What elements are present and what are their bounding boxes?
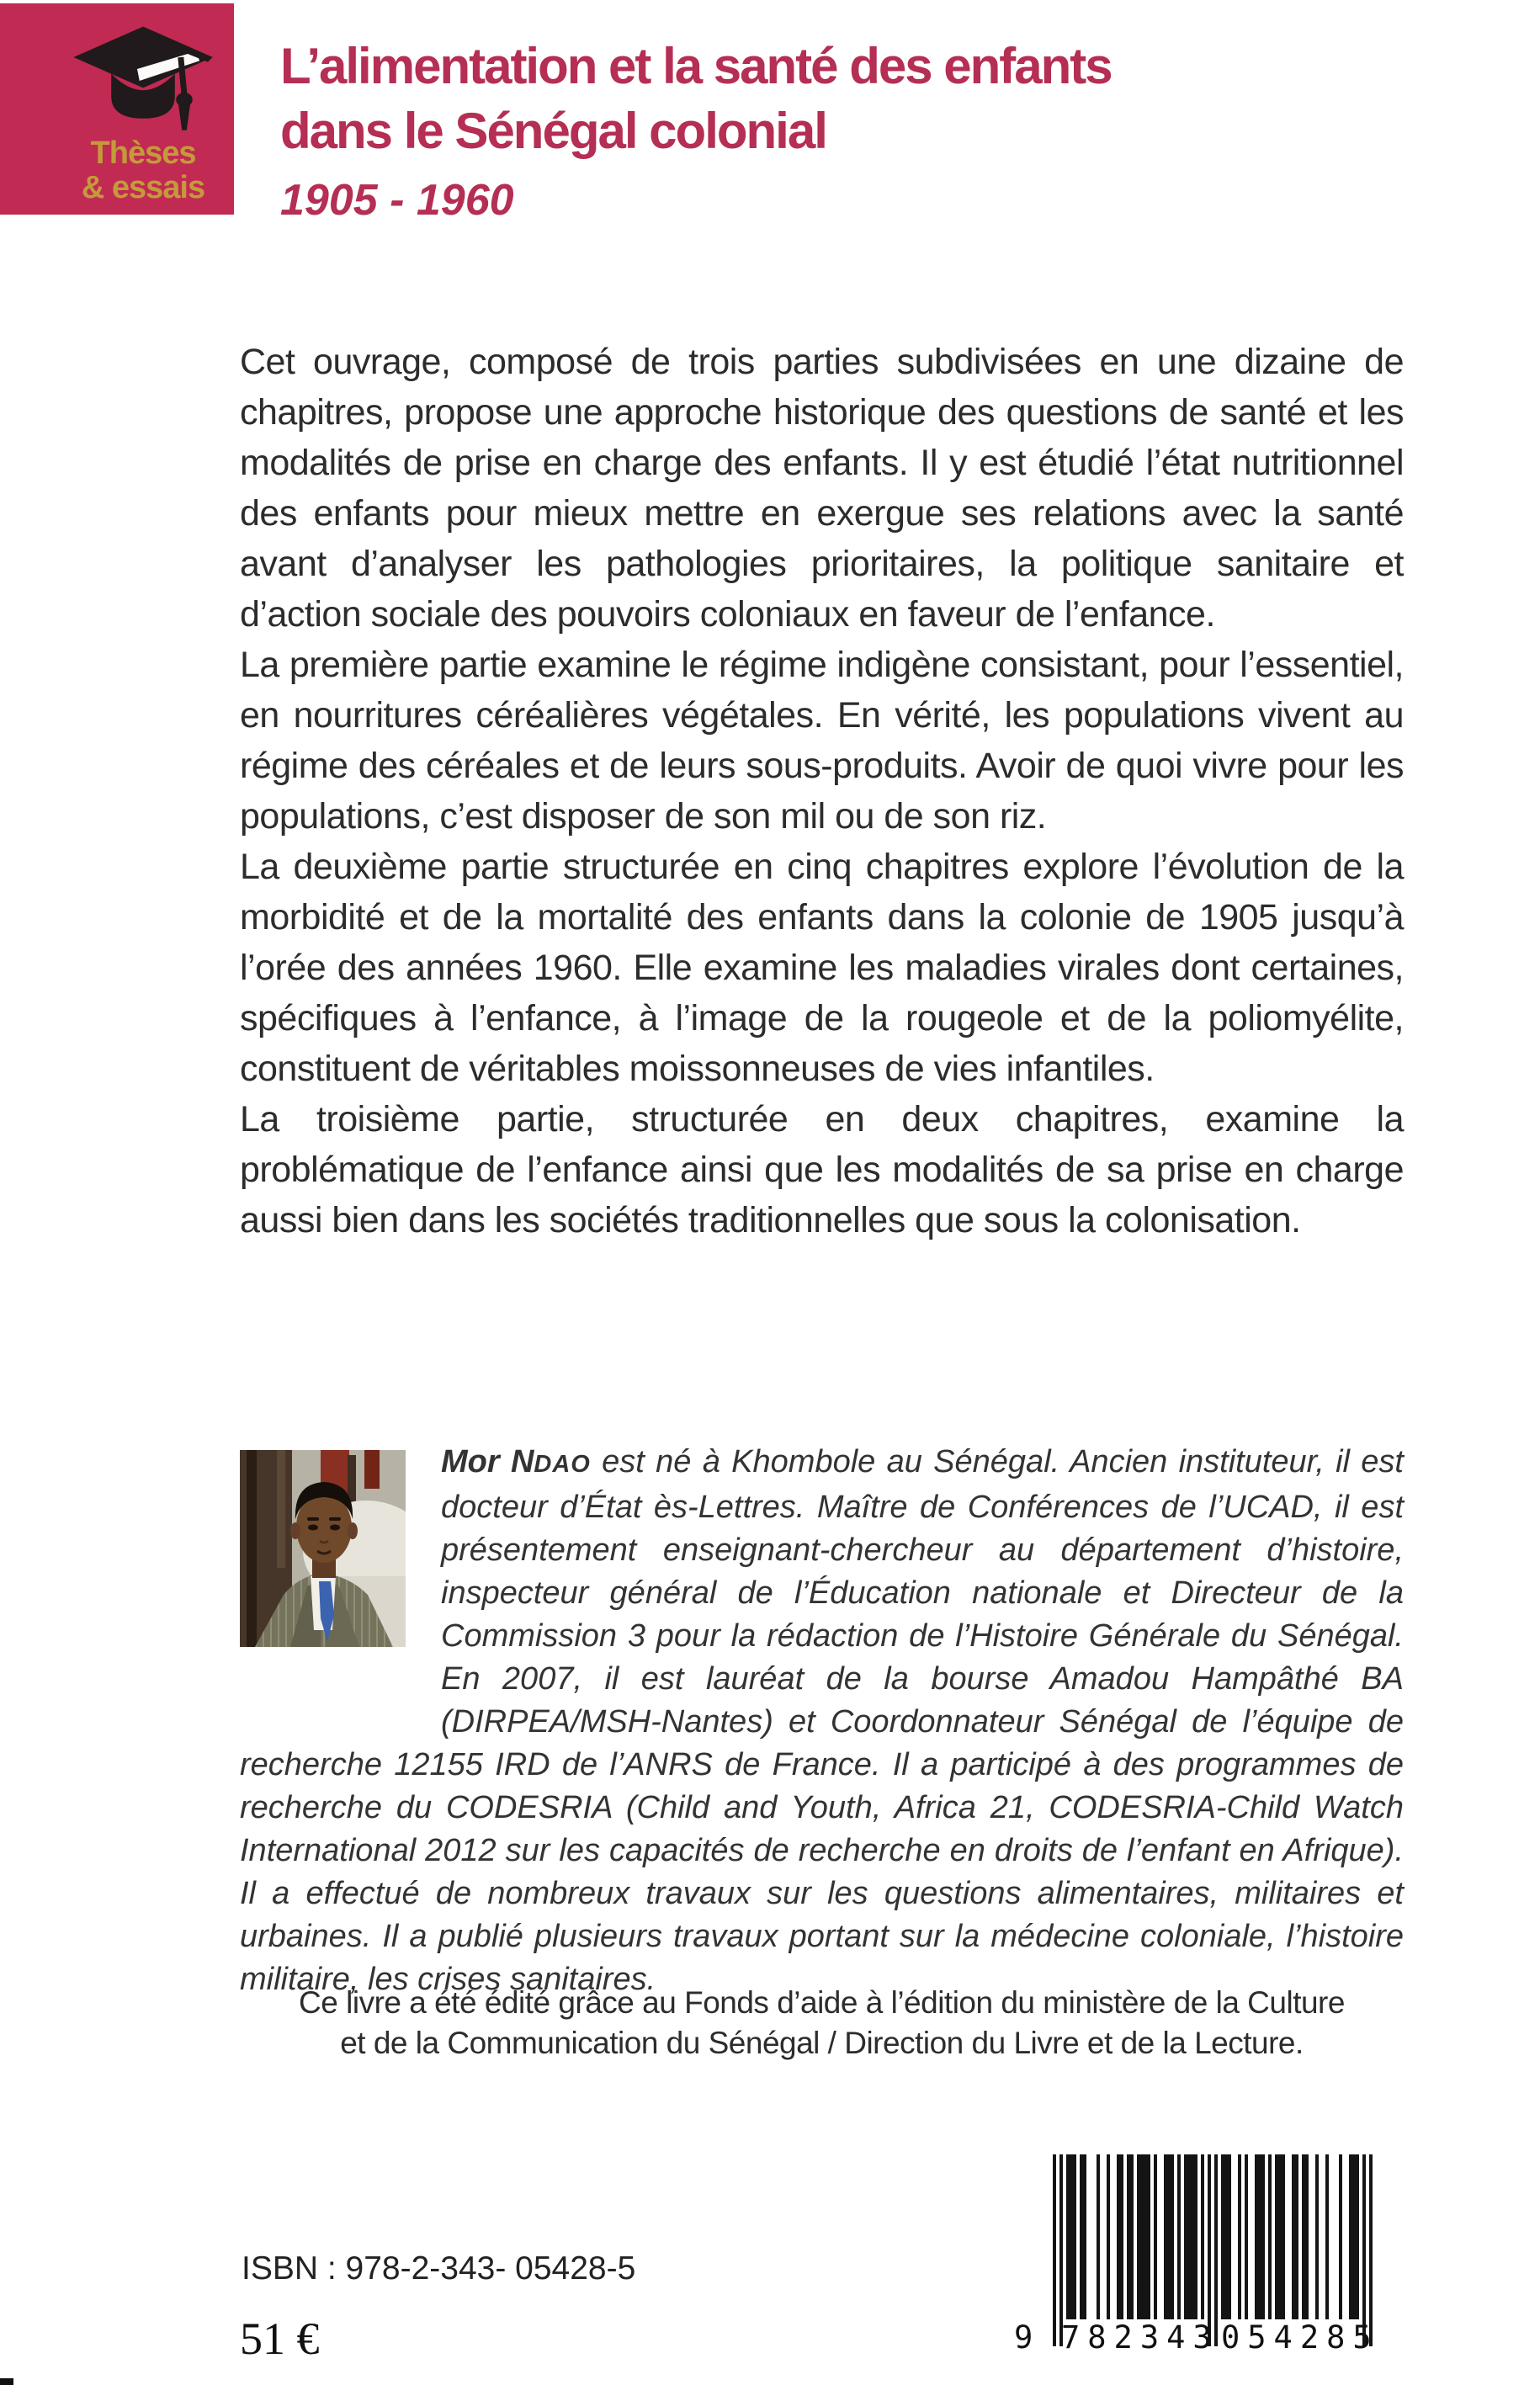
barcode-digits (1014, 2319, 1415, 2356)
barcode-prefix-digit: 9 (1014, 2319, 1033, 2356)
series-line-2: & essais (81, 170, 205, 205)
synopsis-paragraph-2: La première partie examine le régime indigène consistant, pour l’essentiel, en nourritures céréalières végétales. En vérité, les populations vivent au régime des céréales et de leurs sous-produits. Avoir de quoi vivre pour les populations, c’est disposer de son mil ou de son riz. (240, 645, 1404, 837)
collection-badge-content (52, 3, 234, 215)
synopsis-paragraph-3: La deuxième partie structurée en cinq chapitres explore l’évolution de la morbidité et de la mortalité des enfants dans la colonie de 1905 jusqu’à l’orée des années 1960. Elle examine les maladies virales dont certaines, spécifiques à l’enfance, à l’image de la rougeole et de la poliomyélite, constituent de véritables moissonneuses de vies infantiles. (240, 847, 1404, 1089)
ean13-barcode (1014, 2154, 1379, 2365)
book-title-line-2: dans le Sénégal colonial (280, 103, 826, 159)
series-line-1: Thèses (90, 135, 196, 171)
synopsis-paragraph-1: Cet ouvrage, composé de trois parties subdivisées en une dizaine de chapitres, propose une approche historique des questions de santé et les modalités de prise en charge des enfants. Il y est étudié l’état nutritionnel des enfants pour mieux mettre en exergue ses relations avec la santé avant d’analyser les pathologies prioritaires, la politique sanitaire et d’action sociale des pouvoirs coloniaux en faveur de l’enfance. (240, 342, 1404, 635)
author-name: Mor NDAO (441, 1444, 591, 1479)
collection-series-label (52, 136, 234, 205)
price-text: 51 € (240, 2313, 320, 2364)
funding-note (240, 1983, 1404, 2064)
funding-note-line-1: Ce livre a été édité grâce au Fonds d’aide à l’édition du ministère de la Culture (299, 1985, 1345, 2020)
author-bio-text: est né à Khombole au Sénégal. Ancien instituteur, il est docteur d’État ès-Lettres. Maître de Conférences de l’UCAD, il est présentement enseignant-chercheur au département d’histoire, inspecteur général de l’Éducation nationale et Directeur de la Commission 3 pour la rédaction de l’Histoire Générale du Sénégal. En 2007, il est lauréat de la bourse Amadou Hampâthé BA (DIRPEA/MSH-Nantes) et Coordonnateur Sénégal de l’équipe de recherche 12155 IRD de l’ANRS de France. Il a participé à des programmes de recherche du CODESRIA (Child and Youth, Africa 21, CODESRIA-Child Watch International 2012 sur les capacités de recherche en droits de l’enfant en Afrique). Il a effectué de nombreux travaux sur les questions alimentaires, militaires et urbaines. Il a publié plusieurs travaux portant sur la médecine coloniale, l’histoire militaire, les crises sanitaires. (240, 1444, 1404, 1997)
author-photo (240, 1450, 406, 1647)
barcode-right-digits: 054285 (1221, 2319, 1379, 2356)
author-section (240, 1441, 1404, 2001)
book-title-line-1: L’alimentation et la santé des enfants (280, 38, 1112, 94)
title-block (280, 34, 1408, 226)
synopsis (240, 337, 1404, 1246)
collection-badge (0, 3, 234, 215)
barcode-left-digits: 782343 (1061, 2319, 1219, 2356)
author-bio (240, 1441, 1404, 2001)
graduation-cap-icon (61, 22, 226, 140)
print-corner-mark (0, 2378, 13, 2385)
funding-note-line-2: et de la Communication du Sénégal / Direction du Livre et de la Lecture. (340, 2026, 1304, 2060)
isbn-text: ISBN : 978-2-343- 05428-5 (242, 2250, 636, 2287)
book-title-years: 1905 - 1960 (280, 176, 514, 225)
synopsis-paragraph-4: La troisième partie, structurée en deux chapitres, examine la problématique de l’enfance ainsi que les modalités de sa prise en charge aussi bien dans les sociétés traditionnelles que sous la colonisation. (240, 1099, 1404, 1240)
